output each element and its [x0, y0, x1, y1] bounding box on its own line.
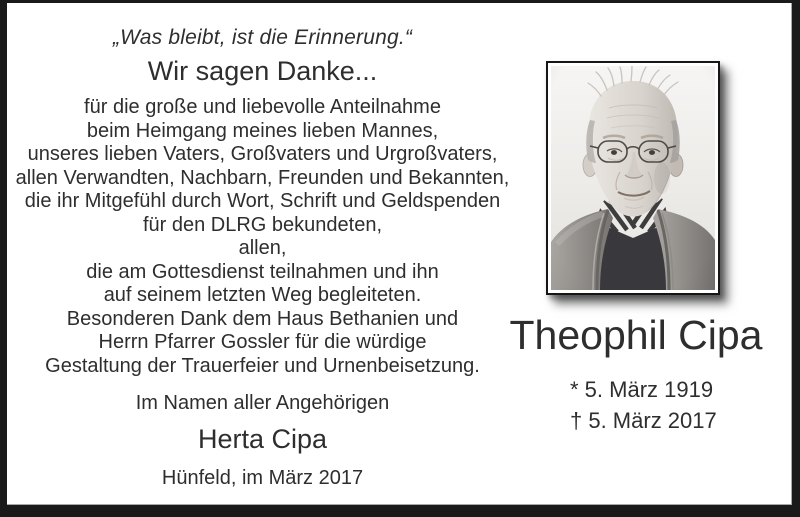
closing-line: Im Namen aller Angehörigen — [135, 392, 390, 414]
thanks-body — [10, 96, 515, 378]
birth-date: * 5. März 1919 — [570, 377, 714, 402]
body-line: beim Heimgang meines lieben Mannes, — [86, 119, 439, 142]
life-dates — [570, 374, 717, 436]
deceased-name: Theophil Cipa — [509, 312, 763, 358]
body-line: auf seinem letzten Weg begleiteten. — [103, 284, 422, 306]
memorial-quote: „Was bleibt, ist die Erinnerung.“ — [112, 26, 413, 49]
portrait-illustration — [551, 66, 715, 290]
signatory-name: Herta Cipa — [197, 424, 328, 454]
death-date: † 5. März 2017 — [570, 408, 717, 433]
body-line: Gestaltung der Trauerfeier und Urnenbeisetzung. — [45, 354, 480, 377]
body-line: unseres lieben Vaters, Großvaters und Urgroßvaters, — [27, 143, 498, 165]
body-line: für den DLRG bekundeten, — [142, 213, 383, 236]
body-line: für die große und liebevolle Anteilnahme — [84, 96, 441, 118]
body-line: Besonderen Dank dem Haus Bethanien und — [66, 307, 459, 330]
body-line: die am Gottesdienst teilnahmen und ihn — [86, 260, 439, 283]
thanks-heading: Wir sagen Danke... — [147, 56, 378, 86]
body-line: die ihr Mitgefühl durch Wort, Schrift und Geldspenden — [24, 190, 501, 212]
place-date: Hünfeld, im März 2017 — [161, 467, 364, 489]
body-line: allen Verwandten, Nachbarn, Freunden und Bekannten, — [15, 166, 510, 189]
portrait-photo — [546, 61, 720, 295]
body-line: Herrn Pfarrer Gossler für die würdige — [98, 331, 427, 353]
body-line: allen, — [238, 237, 287, 259]
